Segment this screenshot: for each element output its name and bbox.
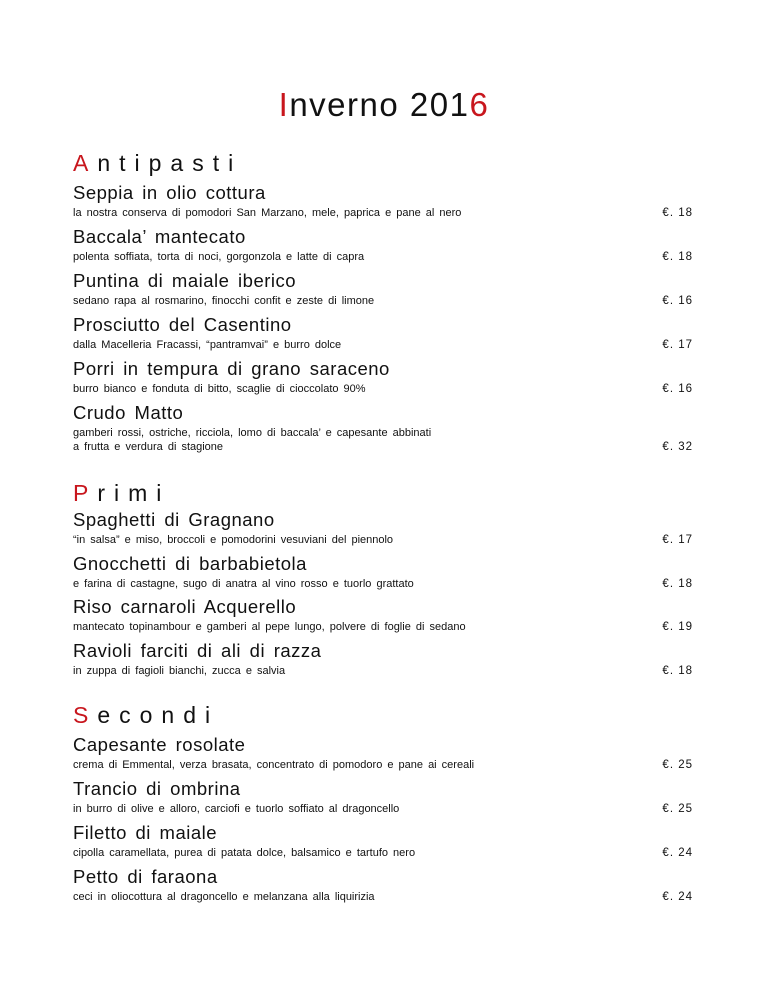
item-description: in burro di olive e alloro, carciofi e tuorlo soffiato al dragoncello	[73, 803, 400, 815]
section-rest: rimi	[97, 480, 171, 506]
menu-item	[73, 182, 693, 220]
item-name: Puntina di maiale iberico	[73, 270, 297, 291]
item-description: gamberi rossi, ostriche, ricciola, lomo di baccala’ e capesante abbinati a frutta e verdura di stagione	[73, 427, 432, 453]
item-name: Capesante rosolate	[73, 734, 246, 755]
item-price: €. 18	[662, 251, 693, 263]
title-initial: I	[278, 86, 290, 123]
item-price: €. 32	[662, 441, 693, 453]
item-name: Crudo Matto	[73, 402, 184, 423]
item-price: €. 16	[662, 295, 693, 307]
item-name: Ravioli farciti di ali di razza	[73, 640, 322, 661]
item-price: €. 24	[662, 891, 693, 903]
menu-item	[73, 640, 693, 678]
item-name: Trancio di ombrina	[73, 778, 241, 799]
item-price: €. 25	[662, 803, 693, 815]
menu-item	[73, 402, 693, 454]
item-description: cipolla caramellata, purea di patata dolce, balsamico e tartufo nero	[73, 847, 416, 859]
item-description: mantecato topinambour e gamberi al pepe lungo, polvere di foglie di sedano	[73, 621, 466, 633]
item-name: Gnocchetti di barbabietola	[73, 553, 307, 574]
item-description: polenta soffiata, torta di noci, gorgonzola e latte di capra	[73, 251, 365, 263]
title-middle: nverno 201	[289, 86, 470, 123]
menu-item	[73, 509, 693, 547]
item-price: €. 25	[662, 759, 693, 771]
item-description: la nostra conserva di pomodori San Marzano, mele, paprica e pane al nero	[73, 207, 462, 219]
item-price: €. 18	[662, 665, 693, 677]
title-last-digit: 6	[469, 86, 490, 123]
menu-item	[73, 270, 693, 308]
item-description: “in salsa” e miso, broccoli e pomodorini vesuviani del piennolo	[73, 534, 394, 546]
section-title-antipasti	[73, 150, 242, 177]
item-description: dalla Macelleria Fracassi, “pantramvai” e burro dolce	[73, 339, 342, 351]
item-price: €. 18	[662, 578, 693, 590]
item-name: Spaghetti di Gragnano	[73, 509, 275, 530]
item-name: Riso carnaroli Acquerello	[73, 596, 297, 617]
menu-item	[73, 226, 693, 264]
menu-title	[0, 86, 768, 124]
menu-item	[73, 596, 693, 634]
item-description: sedano rapa al rosmarino, finocchi confit e zeste di limone	[73, 295, 375, 307]
item-price: €. 19	[662, 621, 693, 633]
menu-item	[73, 358, 693, 396]
section-title-primi	[73, 480, 170, 507]
menu-item	[73, 314, 693, 352]
menu-item	[73, 822, 693, 860]
section-rest: econdi	[97, 702, 220, 728]
item-description: e farina di castagne, sugo di anatra al vino rosso e tuorlo grattato	[73, 578, 414, 590]
item-name: Filetto di maiale	[73, 822, 218, 843]
section-title-secondi	[73, 702, 219, 729]
section-initial: S	[73, 702, 98, 728]
item-name: Baccala’ mantecato	[73, 226, 246, 247]
menu-item	[73, 553, 693, 591]
section-rest: ntipasti	[97, 150, 243, 176]
section-initial: P	[73, 480, 98, 506]
section-initial: A	[73, 150, 98, 176]
item-price: €. 17	[662, 339, 693, 351]
item-price: €. 24	[662, 847, 693, 859]
menu-item	[73, 778, 693, 816]
menu-item	[73, 734, 693, 772]
item-name: Petto di faraona	[73, 866, 218, 887]
item-price: €. 17	[662, 534, 693, 546]
item-name: Prosciutto del Casentino	[73, 314, 292, 335]
item-description: crema di Emmental, verza brasata, concentrato di pomodoro e pane ai cereali	[73, 759, 475, 771]
item-description: burro bianco e fonduta di bitto, scaglie di cioccolato 90%	[73, 383, 366, 395]
item-price: €. 16	[662, 383, 693, 395]
item-description: in zuppa di fagioli bianchi, zucca e salvia	[73, 665, 286, 677]
item-price: €. 18	[662, 207, 693, 219]
item-description: ceci in oliocottura al dragoncello e melanzana alla liquirizia	[73, 891, 375, 903]
menu-item	[73, 866, 693, 904]
item-name: Seppia in olio cottura	[73, 182, 266, 203]
item-name: Porri in tempura di grano saraceno	[73, 358, 390, 379]
